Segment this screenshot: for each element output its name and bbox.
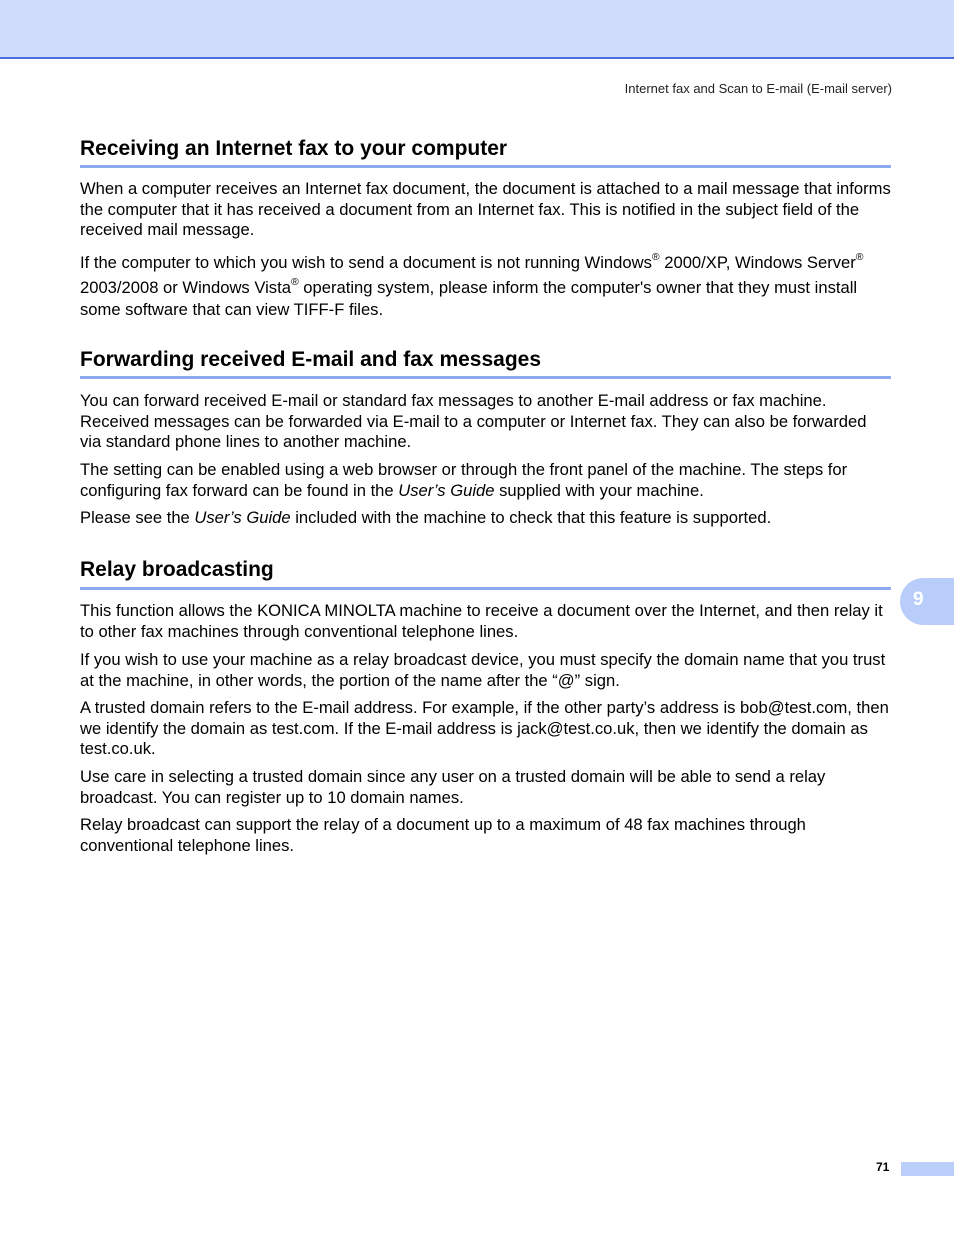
- users-guide-reference: User’s Guide: [194, 508, 291, 527]
- section-rule: [80, 376, 891, 379]
- section-rule: [80, 587, 891, 590]
- running-header: Internet fax and Scan to E-mail (E-mail server): [624, 81, 892, 96]
- header-band: [0, 0, 954, 59]
- paragraph: Relay broadcast can support the relay of a document up to a maximum of 48 fax machines through conventional telephone lines.: [80, 815, 806, 855]
- paragraph: You can forward received E-mail or standard fax messages to another E-mail address or fax machine. Received messages can be forwarded via E-mail to a computer or Internet fax. They can also be forwarded via standard phone lines to another machine.: [80, 391, 867, 451]
- users-guide-reference: User’s Guide: [398, 480, 495, 500]
- paragraph: Please see the User’s Guide included with the machine to check that this feature is supported.: [80, 508, 772, 527]
- section-title-relay-broadcasting: Relay broadcasting: [80, 558, 274, 581]
- chapter-number: 9: [913, 589, 924, 610]
- page-number: 71: [876, 1160, 890, 1174]
- paragraph: This function allows the KONICA MINOLTA machine to receive a document over the Internet, and then relay it to other fax machines through conventional telephone lines.: [80, 601, 883, 641]
- section-rule: [80, 165, 891, 168]
- section-title-receiving-internet-fax: Receiving an Internet fax to your computer: [80, 137, 508, 160]
- page-number-bar: [901, 1162, 954, 1176]
- chapter-tab: [900, 578, 954, 625]
- paragraph: A trusted domain refers to the E-mail address. For example, if the other party’s address is bob@test.com, then we identify the domain as test.com. If the E-mail address is jack@test.co.uk, then we identify the domain as test.co.uk.: [80, 698, 889, 758]
- paragraph: When a computer receives an Internet fax document, the document is attached to a mail message that informs the computer that it has received a document from an Internet fax. This is notified in the subject field of the received mail message.: [80, 179, 891, 239]
- paragraph: The setting can be enabled using a web browser or through the front panel of the machine. The steps for configuring fax forward can be found in the User’s Guide supplied with your machine.: [80, 460, 848, 500]
- paragraph: If you wish to use your machine as a relay broadcast device, you must specify the domain name that you trust at the machine, in other words, the portion of the name after the “@” sign.: [80, 650, 886, 690]
- paragraph: Use care in selecting a trusted domain since any user on a trusted domain will be able to send a relay broadcast. You can register up to 10 domain names.: [80, 767, 826, 807]
- paragraph-windows-requirements: If the computer to which you wish to send a document is not running Windows® 2000/XP, Windows Server® 2003/2008 or Windows Vista® operating system, please inform the computer's owner that they must install some software that can view TIFF-F files.: [80, 251, 864, 319]
- section-title-forwarding-messages: Forwarding received E-mail and fax messages: [80, 348, 542, 371]
